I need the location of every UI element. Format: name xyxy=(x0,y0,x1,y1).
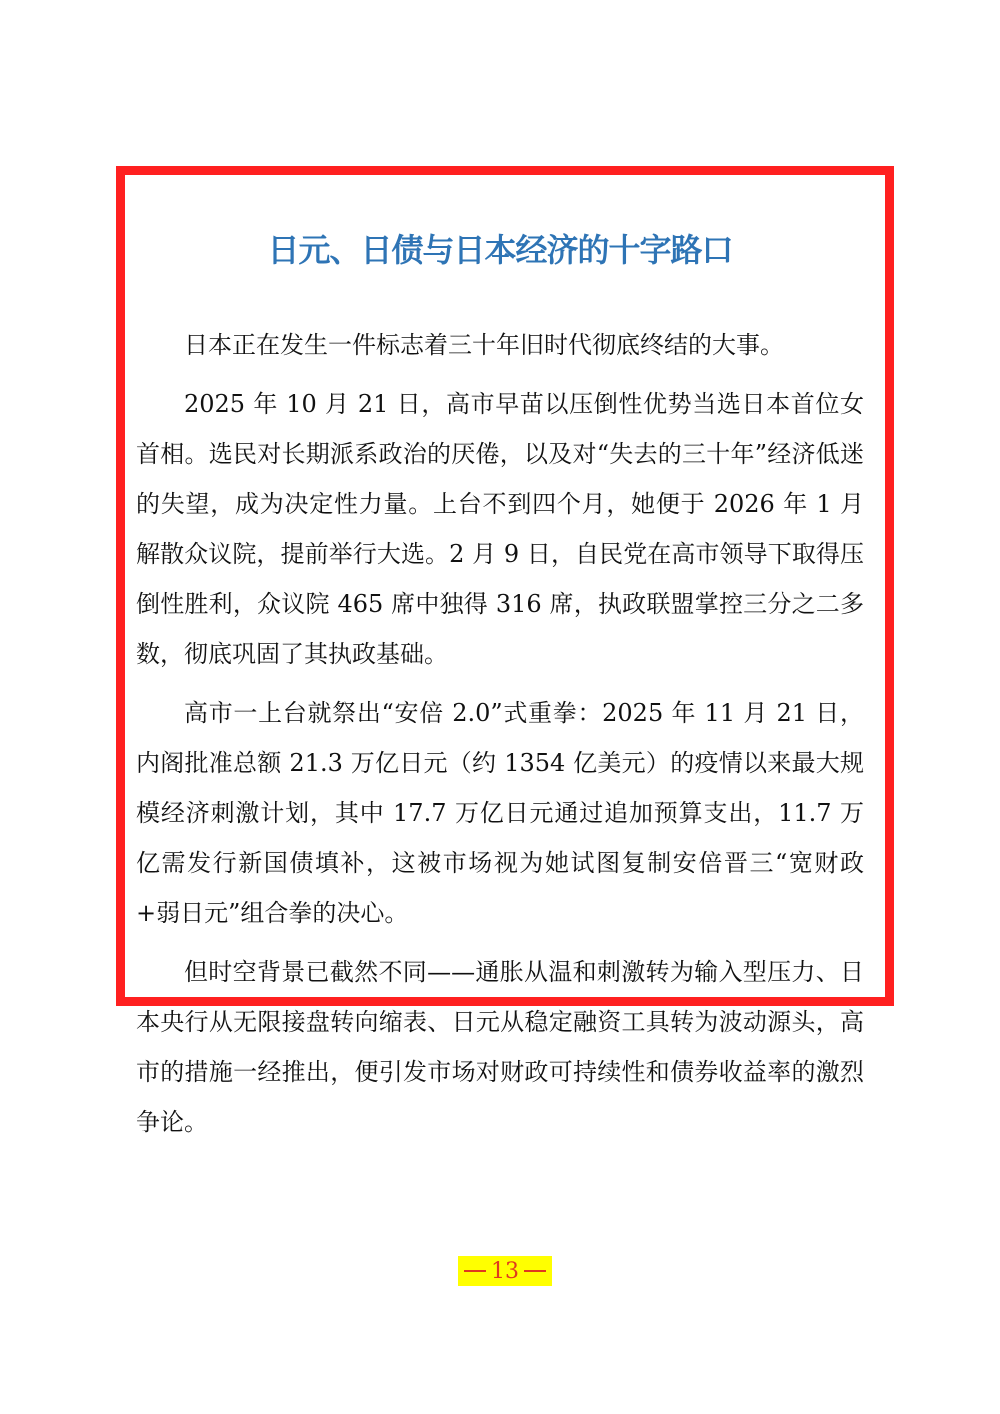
article-title: 日元、日债与日本经济的十字路口 xyxy=(267,231,733,269)
page-number: 13 xyxy=(491,1258,519,1284)
article-body xyxy=(136,320,864,1156)
dash-decoration xyxy=(524,1270,546,1272)
dash-decoration xyxy=(464,1270,486,1272)
page-number-badge xyxy=(458,1256,552,1286)
paragraph-3: 高市一上台就祭出“安倍 2.0”式重拳：2025 年 11 月 21 日，内阁批准总额 21.3 万亿日元（约 1354 亿美元）的疫情以来最大规模经济刺激计划，其中 17.7 万亿日元通过追加预算支出，11.7 万亿需发行新国债填补，这被市场视为她试图复制安倍晋三“宽财政+弱日元”组合拳的决心。 xyxy=(136,699,864,927)
paragraph-2: 2025 年 10 月 21 日，高市早苗以压倒性优势当选日本首位女首相。选民对长期派系政治的厌倦，以及对“失去的三十年”经济低迷的失望，成为决定性力量。上台不到四个月，她便于 2026 年 1 月解散众议院，提前举行大选。2 月 9 日，自民党在高市领导下取得压倒性胜利，众议院 465 席中独得 316 席，执政联盟掌控三分之二多数，彻底巩固了其执政基础。 xyxy=(136,390,864,668)
paragraph-4: 但时空背景已截然不同——通胀从温和刺激转为输入型压力、日本央行从无限接盘转向缩表、日元从稳定融资工具转为波动源头，高市的措施一经推出，便引发市场对财政可持续性和债券收益率的激烈争论。 xyxy=(136,958,864,1136)
paragraph-1: 日本正在发生一件标志着三十年旧时代彻底终结的大事。 xyxy=(184,331,784,359)
